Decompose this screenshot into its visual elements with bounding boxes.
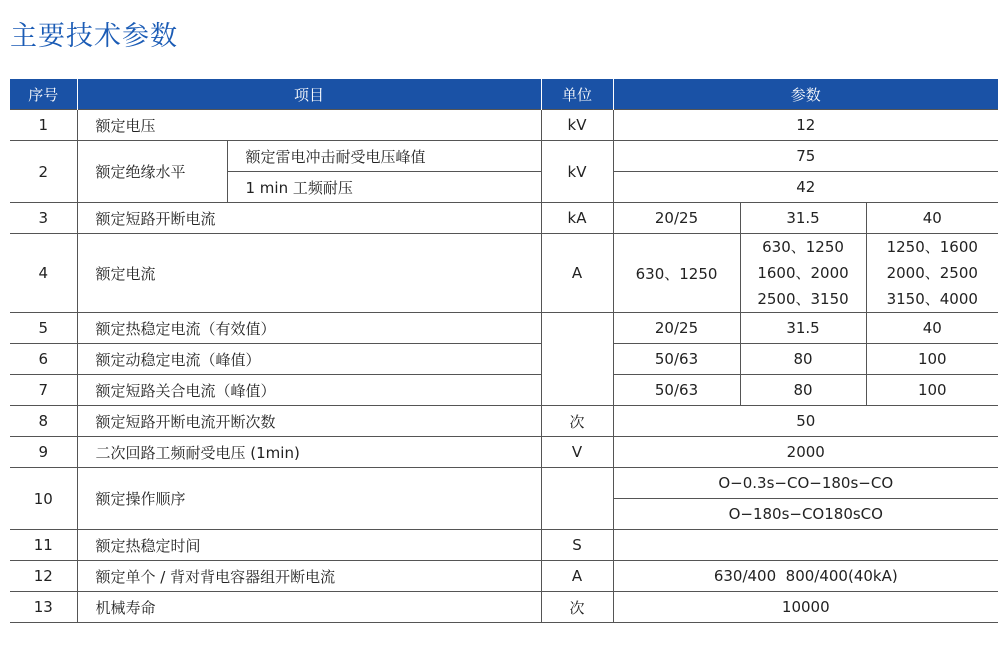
- row-number: 11: [10, 530, 77, 561]
- item-label: 额定单个 / 背对背电容器组开断电流: [77, 561, 541, 592]
- value-cell: 42: [613, 172, 998, 203]
- row-number: 2: [10, 141, 77, 203]
- table-row: [10, 561, 998, 592]
- value-line: 3150、4000: [886, 290, 978, 308]
- value-cell: 50: [613, 406, 998, 437]
- value-cell-b: 31.5: [740, 313, 866, 344]
- table-row: [10, 234, 998, 313]
- value-cell-a: 20/25: [613, 313, 740, 344]
- row-number: 6: [10, 344, 77, 375]
- unit-cell: [541, 313, 613, 406]
- item-label: 额定短路关合电流（峰值）: [77, 375, 541, 406]
- item-label: 额定绝缘水平: [77, 141, 227, 203]
- header-row: [10, 79, 998, 110]
- value-cell-a: 630、1250: [613, 234, 740, 313]
- spec-table: [10, 79, 998, 623]
- unit-cell: 次: [541, 592, 613, 623]
- value-cell-c: 100: [866, 344, 998, 375]
- value-cell-a: 50/63: [613, 344, 740, 375]
- item-label: 额定动稳定电流（峰值）: [77, 344, 541, 375]
- unit-cell: 次: [541, 406, 613, 437]
- unit-cell: V: [541, 437, 613, 468]
- table-row: [10, 344, 998, 375]
- value-cell: 630/400 800/400(40kA): [613, 561, 998, 592]
- value-cell-a: 50/63: [613, 375, 740, 406]
- item-label: 额定短路开断电流: [77, 203, 541, 234]
- value-cell-c: 40: [866, 203, 998, 234]
- unit-cell: kV: [541, 141, 613, 203]
- value-cell-c: [866, 234, 998, 313]
- item-label: 额定电压: [77, 110, 541, 141]
- unit-cell: [541, 468, 613, 530]
- unit-cell: A: [541, 234, 613, 313]
- table-row: [10, 110, 998, 141]
- item-label: 额定短路开断电流开断次数: [77, 406, 541, 437]
- value-cell: 12: [613, 110, 998, 141]
- table-row: [10, 530, 998, 561]
- value-cell: [613, 530, 998, 561]
- item-label: 机械寿命: [77, 592, 541, 623]
- row-number: 13: [10, 592, 77, 623]
- table-row: [10, 406, 998, 437]
- unit-cell: kA: [541, 203, 613, 234]
- table-row: [10, 592, 998, 623]
- value-cell-b: 31.5: [740, 203, 866, 234]
- value-line: 2500、3150: [757, 290, 849, 308]
- unit-cell: kV: [541, 110, 613, 141]
- row-number: 1: [10, 110, 77, 141]
- table-row: [10, 375, 998, 406]
- unit-cell: A: [541, 561, 613, 592]
- value-cell: 10000: [613, 592, 998, 623]
- value-cell: 75: [613, 141, 998, 172]
- item-label: 额定热稳定时间: [77, 530, 541, 561]
- table-row: [10, 468, 998, 499]
- row-number: 9: [10, 437, 77, 468]
- value-cell-b: 80: [740, 344, 866, 375]
- header-params: 参数: [613, 79, 998, 110]
- row-number: 5: [10, 313, 77, 344]
- table-row: [10, 437, 998, 468]
- row-number: 3: [10, 203, 77, 234]
- value-cell-a: 20/25: [613, 203, 740, 234]
- unit-cell: S: [541, 530, 613, 561]
- value-cell: 2000: [613, 437, 998, 468]
- value-cell-c: 40: [866, 313, 998, 344]
- value-cell-b: 80: [740, 375, 866, 406]
- value-line: 630、1250: [762, 238, 844, 256]
- value-cell: O−0.3s−CO−180s−CO: [613, 468, 998, 499]
- row-number: 10: [10, 468, 77, 530]
- sub-item-label: 1 min 工频耐压: [227, 172, 541, 203]
- value-line: 2000、2500: [886, 264, 978, 282]
- value-cell: O−180s−CO180sCO: [613, 499, 998, 530]
- table-row: [10, 203, 998, 234]
- item-label: 额定电流: [77, 234, 541, 313]
- value-cell-c: 100: [866, 375, 998, 406]
- item-label: 二次回路工频耐受电压 (1min): [77, 437, 541, 468]
- row-number: 7: [10, 375, 77, 406]
- item-label: 额定操作顺序: [77, 468, 541, 530]
- sub-item-label: 额定雷电冲击耐受电压峰值: [227, 141, 541, 172]
- header-item: 项目: [77, 79, 541, 110]
- item-label: 额定热稳定电流（有效值）: [77, 313, 541, 344]
- value-line: 1250、1600: [886, 238, 978, 256]
- table-row: [10, 141, 998, 172]
- table-row: [10, 313, 998, 344]
- row-number: 12: [10, 561, 77, 592]
- page-title: 主要技术参数: [10, 21, 178, 52]
- value-cell-b: [740, 234, 866, 313]
- row-number: 4: [10, 234, 77, 313]
- header-unit: 单位: [541, 79, 613, 110]
- row-number: 8: [10, 406, 77, 437]
- value-line: 1600、2000: [757, 264, 849, 282]
- header-no: 序号: [10, 79, 77, 110]
